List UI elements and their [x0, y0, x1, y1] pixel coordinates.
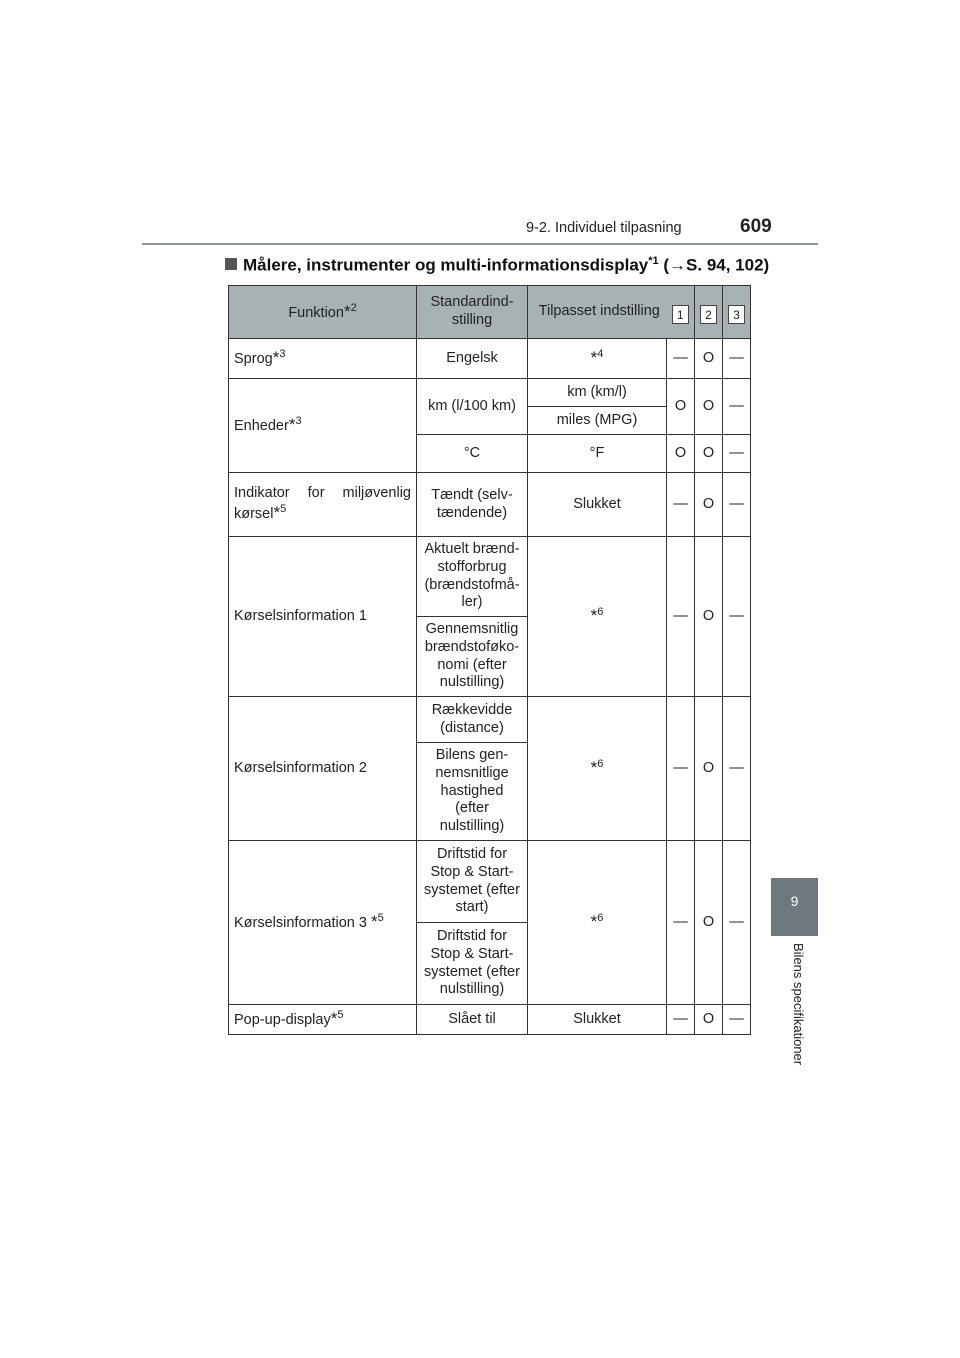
bullet-square-icon — [225, 258, 237, 270]
chapter-tab-number: 9 — [790, 893, 799, 909]
col-3-mark: — — [723, 473, 751, 537]
standard-value: Gennemsnitlig brændstoføko-nomi (efter nulstilling) — [417, 617, 528, 697]
standard-value: Slået til — [417, 1005, 528, 1035]
section-title-star: * — [648, 255, 653, 267]
row-label: Sprog*$^3$ — [229, 339, 417, 379]
page-number: 609 — [740, 216, 772, 237]
table-row — [229, 339, 751, 379]
standard-value: Tændt (selv-tændende) — [417, 473, 528, 537]
standard-value: Rækkevidde (distance) — [417, 697, 528, 743]
section-title-reference: (→S. 94, 102) — [663, 255, 770, 275]
header-function: Funktion*$^2$ — [229, 286, 417, 339]
col-3-mark: — — [723, 841, 751, 1005]
col-1-mark: — — [667, 841, 695, 1005]
row-label: Pop-up-display*$^5$ — [229, 1005, 417, 1035]
table-row — [229, 473, 751, 537]
standard-value: Aktuelt brænd-stofforbrug (brændstofmå-ler) — [417, 537, 528, 617]
section-title-footnote: 1 — [652, 255, 659, 267]
row-label: Kørselsinformation 1 — [229, 537, 417, 697]
custom-value: Slukket — [528, 1005, 667, 1035]
standard-value: °C — [417, 435, 528, 473]
table-header-row — [229, 286, 751, 339]
custom-value: *$^4$ — [528, 339, 667, 379]
table-row — [229, 537, 751, 617]
standard-value: Engelsk — [417, 339, 528, 379]
col-2-mark: O — [695, 339, 723, 379]
row-label: Enheder*$^3$ — [229, 379, 417, 473]
col-3-mark: — — [723, 379, 751, 435]
row-label: Indikator for miljøvenlig kørsel*$^5$ — [229, 473, 417, 537]
col-1-mark: — — [667, 1005, 695, 1035]
col-1-mark: — — [667, 339, 695, 379]
col-3-mark: — — [723, 697, 751, 841]
standard-value: Bilens gen-nemsnitlige hastighed (efter nulstilling) — [417, 743, 528, 841]
chapter-tab-label: Bilens specifikationer — [791, 943, 806, 1066]
col-1-mark: — — [667, 697, 695, 841]
table-row — [229, 697, 751, 743]
header-col-3 — [723, 286, 751, 339]
col-1-mark: — — [667, 537, 695, 697]
col-2-mark: O — [695, 697, 723, 841]
custom-value: km (km/l) — [528, 379, 667, 407]
column-3-icon: 3 — [728, 305, 745, 324]
column-2-icon: 2 — [700, 305, 717, 324]
col-3-mark: — — [723, 339, 751, 379]
section-title-text: Målere, instrumenter og multi-informationsdisplay — [243, 255, 649, 275]
section-title — [225, 255, 769, 276]
header-custom: Tilpasset indstilling — [528, 286, 667, 339]
row-label: Kørselsinformation 3 *$^5$ — [229, 841, 417, 1005]
col-2-mark: O — [695, 379, 723, 435]
col-1-mark: O — [667, 435, 695, 473]
custom-value: Slukket — [528, 473, 667, 537]
row-label: Kørselsinformation 2 — [229, 697, 417, 841]
col-2-mark: O — [695, 537, 723, 697]
table-row — [229, 1005, 751, 1035]
header-col-2 — [695, 286, 723, 339]
header-col-1 — [667, 286, 695, 339]
standard-value: Driftstid for Stop & Start-systemet (efter start) — [417, 841, 528, 923]
settings-table — [228, 285, 751, 1035]
col-1-mark: O — [667, 379, 695, 435]
header-standard: Standardind-stilling — [417, 286, 528, 339]
chapter-heading: 9-2. Individuel tilpasning — [526, 220, 682, 236]
col-3-mark: — — [723, 1005, 751, 1035]
table-row — [229, 379, 751, 407]
col-2-mark: O — [695, 473, 723, 537]
custom-value: °F — [528, 435, 667, 473]
col-3-mark: — — [723, 435, 751, 473]
custom-value: *$^6$ — [528, 697, 667, 841]
col-1-mark: — — [667, 473, 695, 537]
standard-value: km (l/100 km) — [417, 379, 528, 435]
col-2-mark: O — [695, 435, 723, 473]
table-row — [229, 841, 751, 923]
custom-value: miles (MPG) — [528, 407, 667, 435]
standard-value: Driftstid for Stop & Start-systemet (efter nulstilling) — [417, 923, 528, 1005]
column-1-icon: 1 — [672, 305, 689, 324]
col-2-mark: O — [695, 841, 723, 1005]
header-divider — [142, 243, 818, 245]
custom-value: *$^6$ — [528, 841, 667, 1005]
custom-value: *$^6$ — [528, 537, 667, 697]
col-2-mark: O — [695, 1005, 723, 1035]
col-3-mark: — — [723, 537, 751, 697]
